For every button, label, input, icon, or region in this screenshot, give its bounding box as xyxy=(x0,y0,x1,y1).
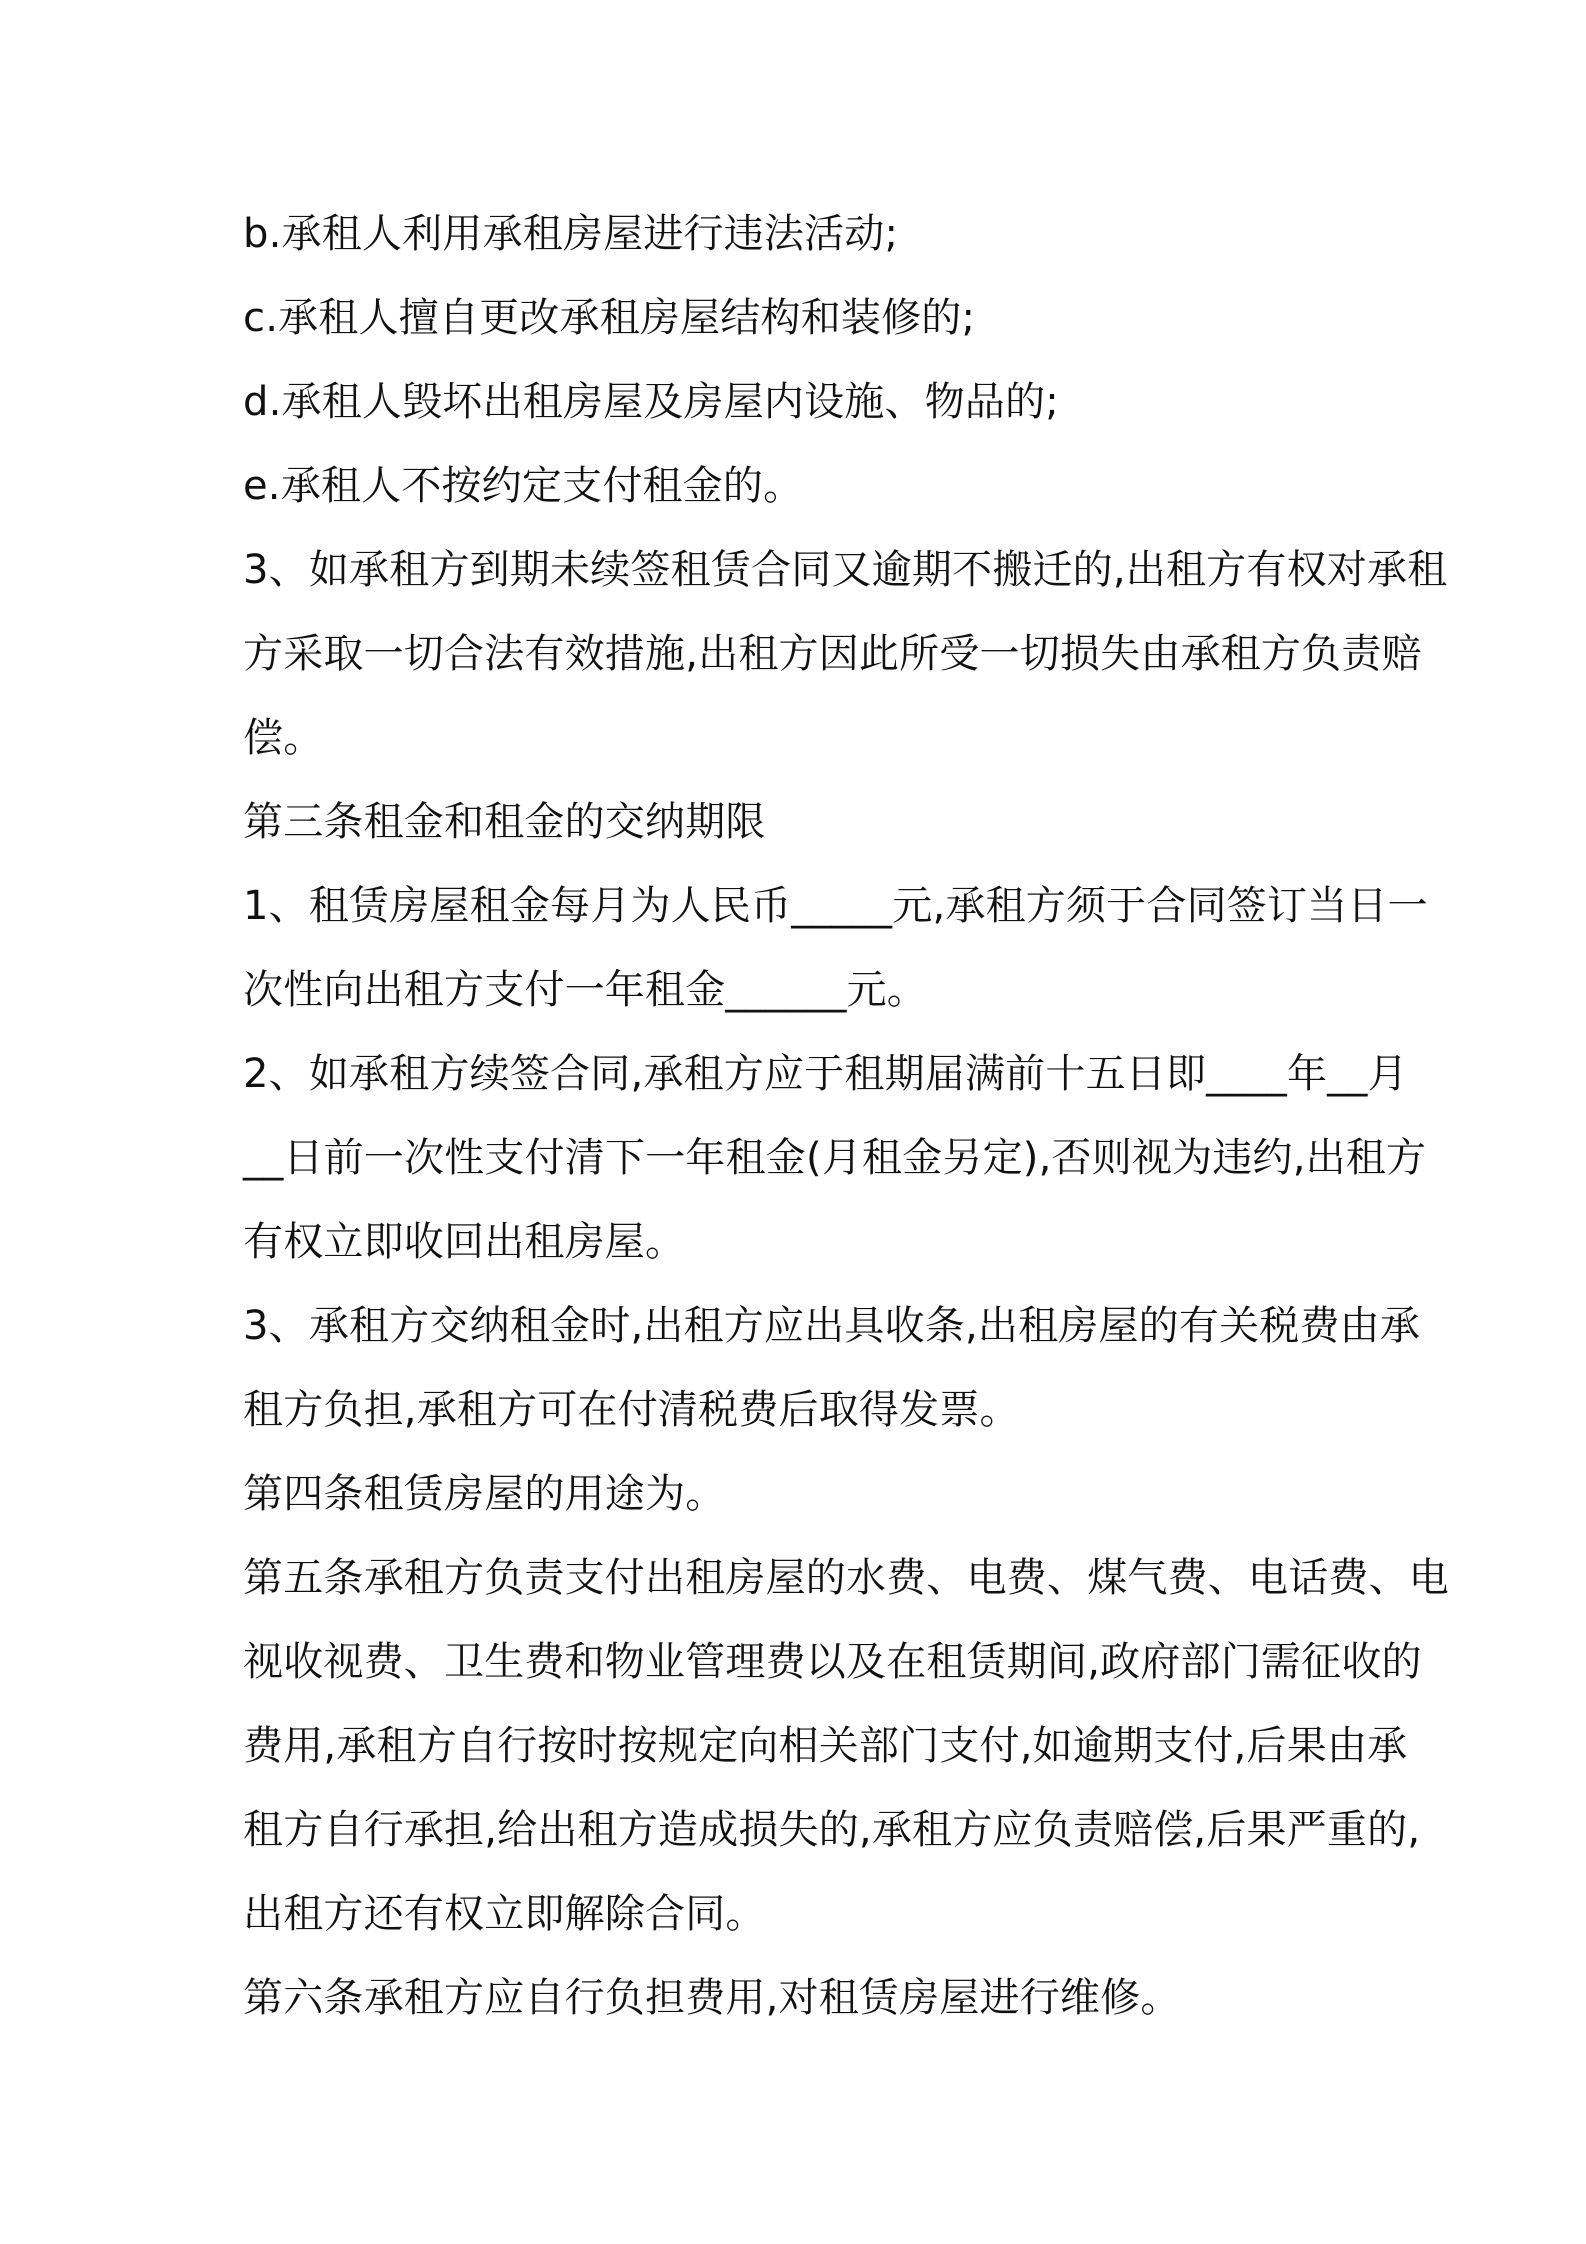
text-line: 3、如承租方到期未续签租赁合同又逾期不搬迁的,出租方有权对承租 xyxy=(243,547,1448,593)
section-heading: 第六条承租方应自行负担费用,对租赁房屋进行维修。 xyxy=(243,1975,1181,2021)
text-line: 出租方还有权立即解除合同。 xyxy=(243,1891,766,1937)
text-line: 1、租赁房屋租金每月为人民币_____元,承租方须于合同签订当日一 xyxy=(243,883,1428,929)
text-line: d.承租人毁坏出租房屋及房屋内设施、物品的; xyxy=(243,379,1059,425)
text-line: 费用,承租方自行按时按规定向相关部门支付,如逾期支付,后果由承 xyxy=(243,1723,1408,1769)
text-line: 租方自行承担,给出租方造成损失的,承租方应负责赔偿,后果严重的, xyxy=(243,1807,1421,1853)
text-line: 方采取一切合法有效措施,出租方因此所受一切损失由承租方负责赔 xyxy=(243,631,1422,677)
text-line: e.承租人不按约定支付租金的。 xyxy=(243,463,804,509)
text-line: 有权立即收回出租房屋。 xyxy=(243,1219,686,1265)
text-line: 3、承租方交纳租金时,出租方应出具收条,出租房屋的有关税费由承 xyxy=(243,1303,1421,1349)
section-heading: 第四条租赁房屋的用途为。 xyxy=(243,1471,726,1517)
text-line: 租方负担,承租方可在付清税费后取得发票。 xyxy=(243,1387,1020,1433)
text-line: 次性向出租方支付一年租金______元。 xyxy=(243,967,927,1013)
text-line: c.承租人擅自更改承租房屋结构和装修的; xyxy=(243,295,976,341)
text-line: __日前一次性支付清下一年租金(月租金另定),否则视为违约,出租方 xyxy=(243,1135,1427,1181)
text-line: b.承租人利用承租房屋进行违法活动; xyxy=(243,211,899,257)
section-heading: 第三条租金和租金的交纳期限 xyxy=(243,799,766,845)
text-line: 2、如承租方续签合同,承租方应于租期届满前十五日即____年__月 xyxy=(243,1051,1408,1097)
section-heading: 第五条承租方负责支付出租房屋的水费、电费、煤气费、电话费、电 xyxy=(243,1555,1449,1601)
text-line: 偿。 xyxy=(243,715,324,761)
document-body xyxy=(243,192,1449,2040)
text-line: 视收视费、卫生费和物业管理费以及在租赁期间,政府部门需征收的 xyxy=(243,1639,1422,1685)
